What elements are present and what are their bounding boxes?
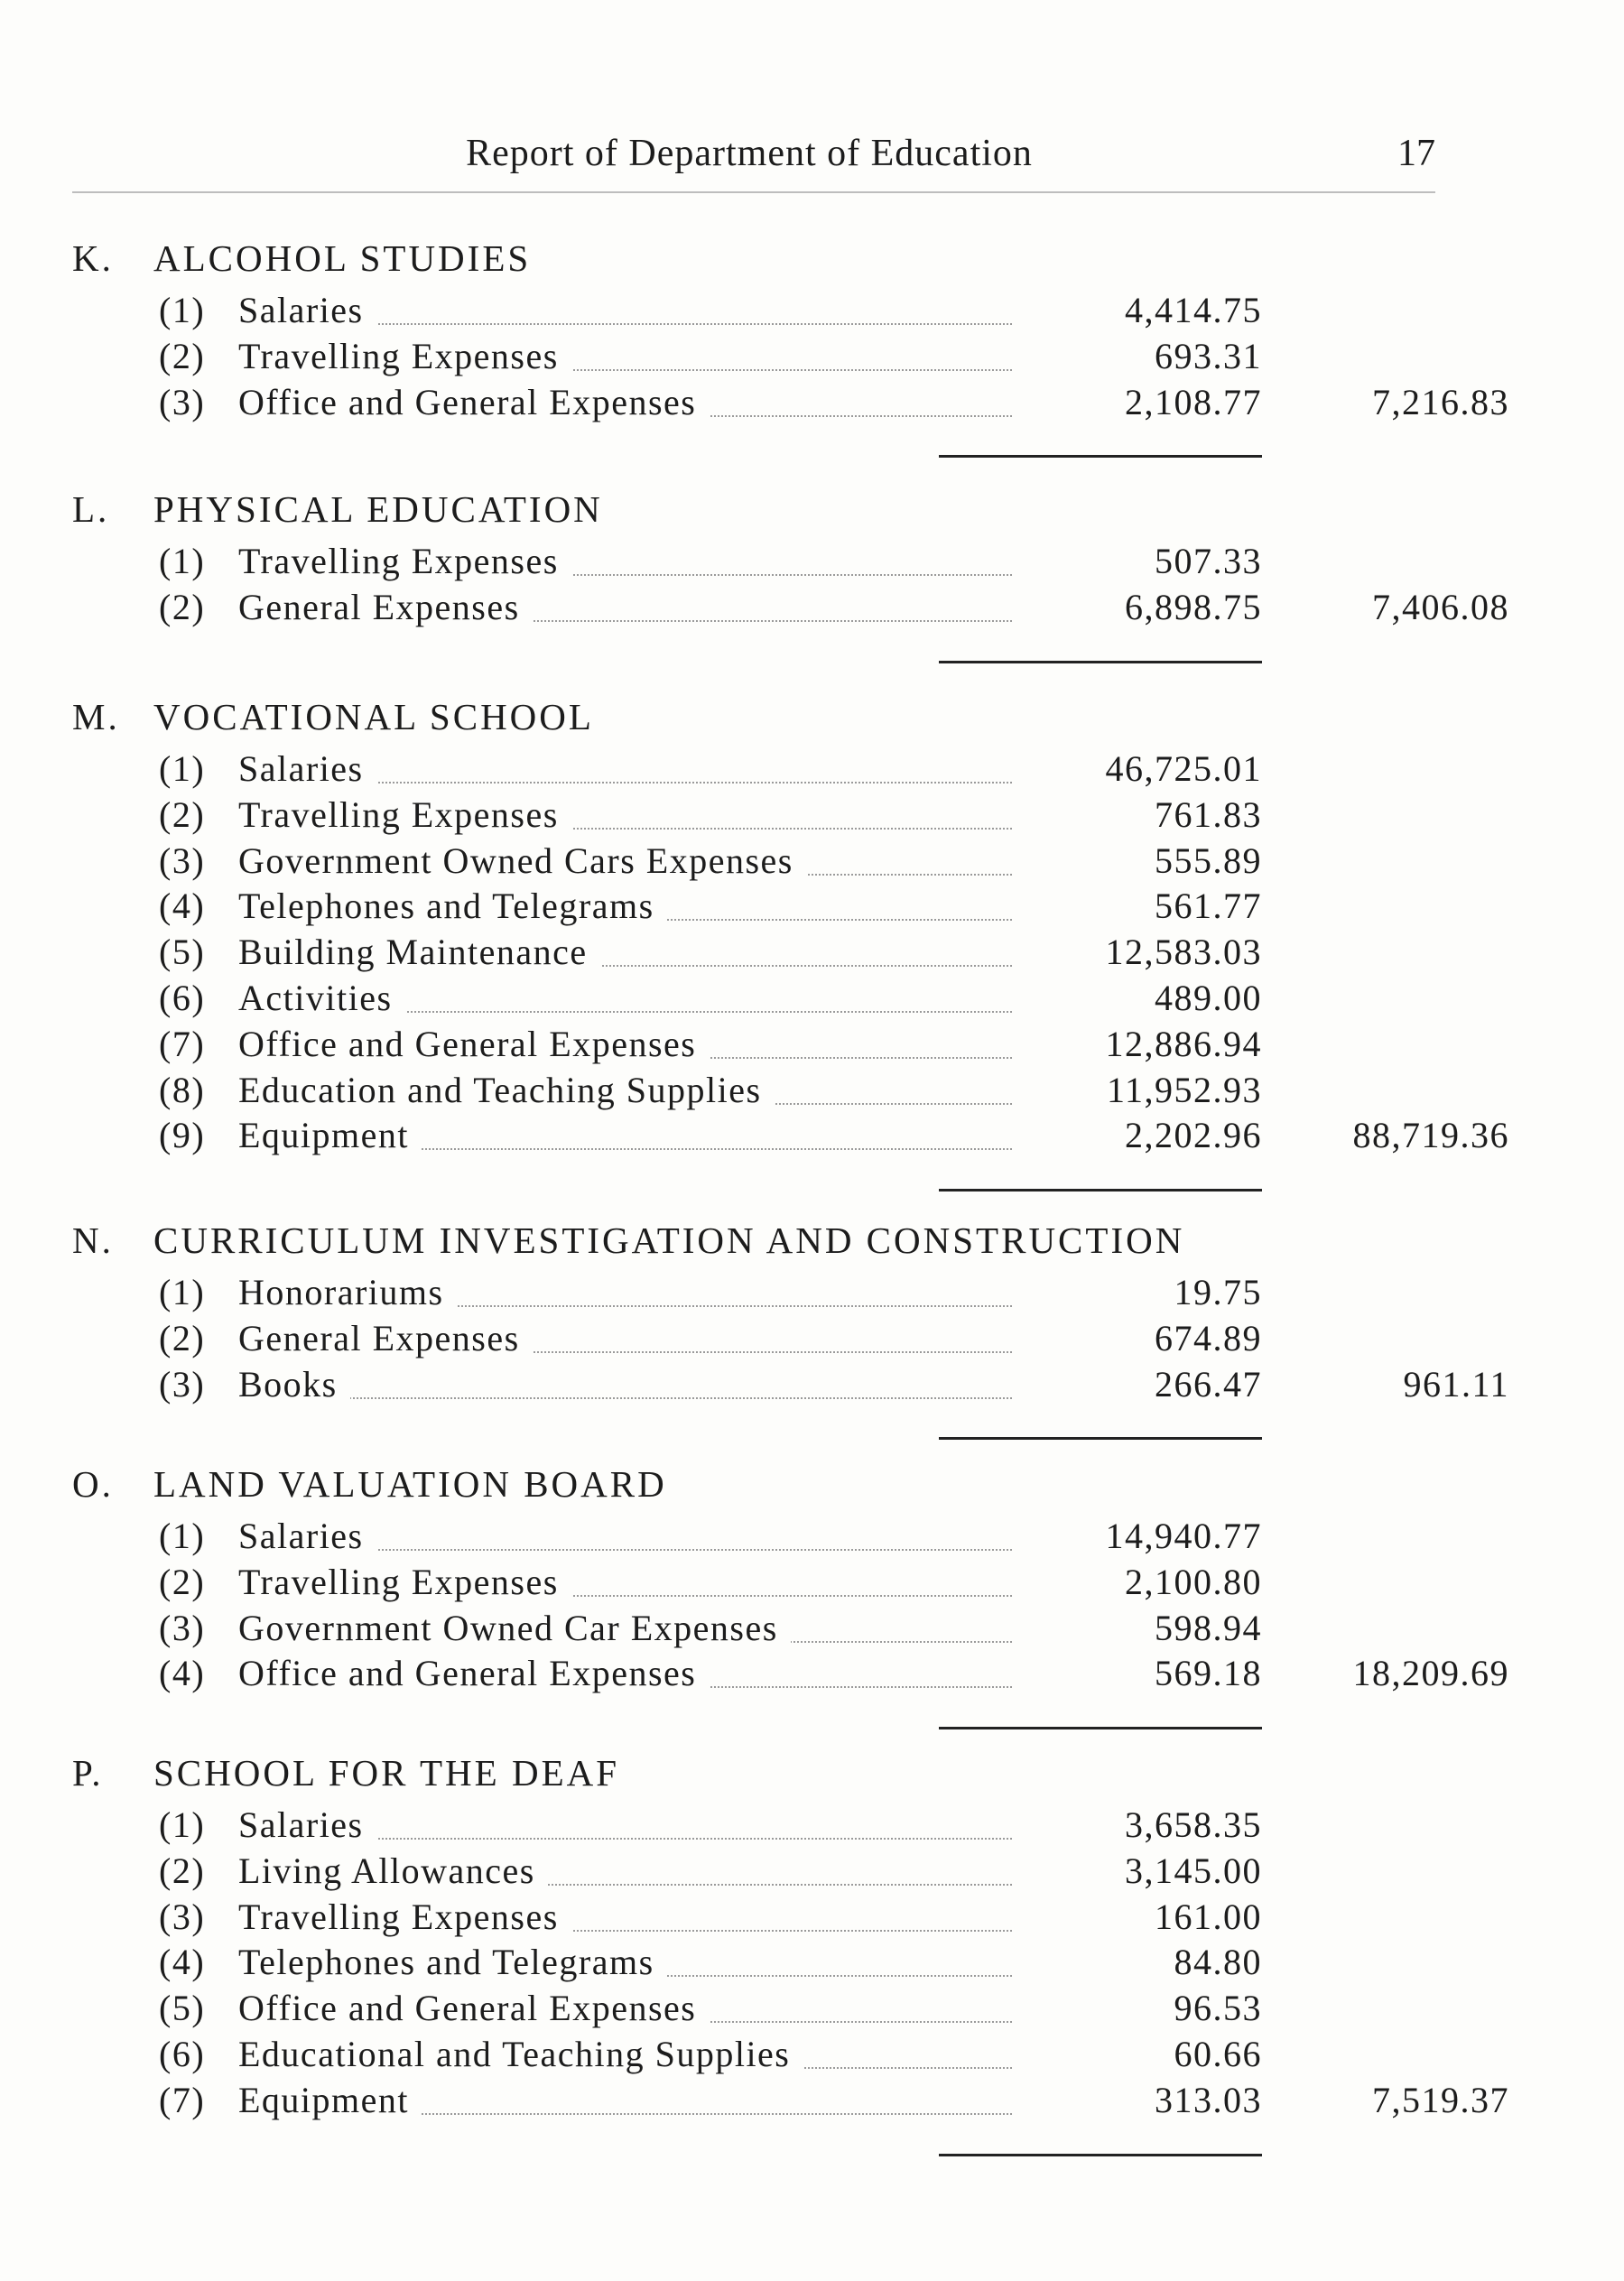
item-number: (2): [159, 1850, 206, 1891]
item-label-cell: [238, 289, 1019, 334]
item-number: (7): [159, 2079, 206, 2120]
item-number: (9): [159, 1115, 206, 1156]
section-name: PHYSICAL EDUCATION: [153, 488, 603, 530]
item-label: Government Owned Car Expenses: [238, 1608, 791, 1648]
line-item: [72, 977, 1444, 1022]
item-amount: 84.80: [1174, 1942, 1262, 1983]
subtotal-rule: [939, 1727, 1262, 1729]
item-number: (3): [159, 1607, 206, 1648]
subtotal-rule: [939, 661, 1262, 663]
section-total: 961.11: [1403, 1363, 1509, 1405]
item-label-cell: [238, 1023, 1019, 1068]
line-item: [72, 586, 1509, 631]
item-number: (5): [159, 1988, 206, 2029]
item-amount: 489.00: [1155, 978, 1262, 1018]
item-amount: 561.77: [1155, 886, 1262, 927]
subtotal-rule: [939, 1437, 1262, 1440]
item-number: (1): [159, 541, 206, 581]
item-label-cell: [238, 2079, 1019, 2124]
item-number: (2): [159, 1561, 206, 1602]
item-label-cell: [238, 1317, 1019, 1362]
section-letter: M.: [72, 696, 120, 737]
item-label: Building Maintenance: [238, 932, 600, 972]
line-item: [72, 1363, 1509, 1408]
item-label-cell: [238, 1652, 1019, 1697]
section-letter: O.: [72, 1463, 114, 1505]
section-total: 7,216.83: [1372, 381, 1509, 422]
item-amount: 761.83: [1155, 793, 1262, 835]
line-item: [72, 793, 1444, 839]
item-label: Travelling Expenses: [238, 794, 571, 835]
item-label: Living Allowances: [238, 1850, 548, 1891]
item-number: (2): [159, 1317, 206, 1358]
line-item: [72, 1515, 1444, 1560]
page-number: 17: [1397, 133, 1435, 174]
item-number: (6): [159, 2034, 206, 2074]
line-item: [72, 335, 1444, 380]
item-label-cell: [238, 540, 1019, 585]
section-name: LAND VALUATION BOARD: [153, 1463, 667, 1505]
line-item: [72, 931, 1444, 976]
item-label: Telephones and Telegrams: [238, 1942, 667, 1982]
item-number: (3): [159, 1896, 206, 1937]
item-amount: 266.47: [1155, 1363, 1262, 1405]
item-number: (8): [159, 1069, 206, 1110]
item-label-cell: [238, 335, 1019, 380]
item-label-cell: [238, 747, 1019, 793]
item-number: (6): [159, 978, 206, 1018]
item-label: Salaries: [238, 1804, 376, 1845]
item-number: (4): [159, 1942, 206, 1983]
line-item: [72, 839, 1444, 885]
item-number: (1): [159, 1516, 206, 1556]
item-label-cell: [238, 586, 1019, 631]
item-label-cell: [238, 977, 1019, 1022]
line-item: [72, 1803, 1444, 1849]
item-amount: 4,414.75: [1125, 290, 1262, 330]
item-amount: 2,108.77: [1125, 381, 1262, 422]
item-amount: 19.75: [1174, 1272, 1262, 1312]
item-label-cell: [238, 1850, 1019, 1895]
item-amount: 14,940.77: [1105, 1516, 1262, 1556]
line-item: [72, 1271, 1444, 1316]
section-letter: L.: [72, 488, 110, 530]
item-number: (2): [159, 335, 206, 376]
item-amount: 3,658.35: [1125, 1804, 1262, 1845]
item-number: (5): [159, 932, 206, 973]
line-item: [72, 289, 1444, 334]
item-number: (3): [159, 839, 206, 881]
item-amount: 693.31: [1155, 335, 1262, 376]
subtotal-rule: [939, 2154, 1262, 2156]
line-item: [72, 1896, 1444, 1941]
item-amount: 12,886.94: [1105, 1023, 1262, 1064]
section-total: 18,209.69: [1352, 1653, 1509, 1694]
line-item: [72, 747, 1444, 793]
item-label: Office and General Expenses: [238, 1653, 709, 1693]
item-label: Travelling Expenses: [238, 336, 571, 376]
item-label: Government Owned Cars Expenses: [238, 840, 806, 881]
item-label: Honorariums: [238, 1272, 457, 1312]
item-label: Equipment: [238, 2080, 422, 2120]
item-number: (4): [159, 886, 206, 927]
item-label: Educational and Teaching Supplies: [238, 2034, 803, 2074]
line-item: [72, 1941, 1444, 1986]
item-label-cell: [238, 1271, 1019, 1316]
line-item: [72, 1114, 1509, 1159]
line-item: [72, 1850, 1444, 1895]
item-label-cell: [238, 1069, 1019, 1114]
line-item: [72, 540, 1444, 585]
subtotal-rule: [939, 1189, 1262, 1191]
item-number: (1): [159, 1272, 206, 1312]
item-label-cell: [238, 885, 1019, 930]
item-label: Travelling Expenses: [238, 1562, 571, 1602]
item-label-cell: [238, 1607, 1019, 1652]
item-amount: 161.00: [1155, 1896, 1262, 1937]
section-name: ALCOHOL STUDIES: [153, 237, 532, 279]
item-label: Activities: [238, 978, 405, 1018]
item-amount: 2,100.80: [1125, 1561, 1262, 1602]
line-item: [72, 1069, 1444, 1114]
page-title: Report of Department of Education: [466, 133, 1033, 174]
item-number: (1): [159, 290, 206, 330]
item-label: Office and General Expenses: [238, 1024, 709, 1064]
item-label: General Expenses: [238, 587, 533, 627]
item-amount: 555.89: [1155, 839, 1262, 881]
line-item: [72, 2079, 1509, 2124]
section-name: SCHOOL FOR THE DEAF: [153, 1752, 620, 1794]
dot-leader: [238, 1397, 1012, 1399]
item-label: Travelling Expenses: [238, 541, 571, 581]
item-amount: 6,898.75: [1125, 586, 1262, 627]
item-label-cell: [238, 1114, 1019, 1159]
item-label-cell: [238, 839, 1019, 885]
item-number: (2): [159, 586, 206, 627]
item-amount: 569.18: [1155, 1653, 1262, 1694]
item-label: General Expenses: [238, 1318, 533, 1358]
section-name: VOCATIONAL SCHOOL: [153, 696, 594, 737]
item-amount: 46,725.01: [1105, 748, 1262, 789]
item-amount: 313.03: [1155, 2079, 1262, 2120]
item-number: (1): [159, 1804, 206, 1845]
item-label: Office and General Expenses: [238, 1988, 709, 2028]
item-label: Books: [238, 1364, 350, 1405]
item-number: (1): [159, 748, 206, 789]
item-label-cell: [238, 381, 1019, 426]
item-amount: 2,202.96: [1125, 1115, 1262, 1156]
line-item: [72, 1561, 1444, 1606]
item-label-cell: [238, 1803, 1019, 1849]
section-name: CURRICULUM INVESTIGATION AND CONSTRUCTION: [153, 1219, 1185, 1261]
section-letter: N.: [72, 1219, 114, 1261]
item-amount: 11,952.93: [1106, 1069, 1262, 1110]
item-label-cell: [238, 1987, 1019, 2032]
section-letter: K.: [72, 237, 114, 279]
item-label-cell: [238, 2033, 1019, 2078]
section-letter: P.: [72, 1752, 104, 1794]
item-label: Salaries: [238, 1516, 376, 1556]
item-number: (3): [159, 1363, 206, 1405]
item-number: (7): [159, 1023, 206, 1064]
section-total: 7,406.08: [1372, 586, 1509, 627]
section-total: 7,519.37: [1372, 2079, 1509, 2120]
item-label: Telephones and Telegrams: [238, 886, 667, 926]
item-label-cell: [238, 1896, 1019, 1941]
page-header: [72, 126, 1435, 193]
line-item: [72, 1607, 1444, 1652]
line-item: [72, 2033, 1444, 2078]
item-amount: 96.53: [1174, 1988, 1262, 2029]
item-amount: 60.66: [1174, 2034, 1262, 2074]
item-label: Equipment: [238, 1115, 422, 1155]
item-label-cell: [238, 1941, 1019, 1986]
item-label: Salaries: [238, 290, 376, 330]
item-label-cell: [238, 931, 1019, 976]
item-label: Education and Teaching Supplies: [238, 1070, 775, 1110]
item-label: Office and General Expenses: [238, 382, 709, 422]
item-amount: 12,583.03: [1105, 932, 1262, 973]
section-total: 88,719.36: [1352, 1115, 1509, 1156]
item-label-cell: [238, 793, 1019, 839]
item-number: (4): [159, 1653, 206, 1694]
line-item: [72, 1317, 1444, 1362]
item-label-cell: [238, 1363, 1019, 1408]
item-label: Salaries: [238, 748, 376, 789]
subtotal-rule: [939, 455, 1262, 458]
item-amount: 507.33: [1155, 541, 1262, 581]
item-amount: 598.94: [1155, 1607, 1262, 1648]
item-label: Travelling Expenses: [238, 1896, 571, 1937]
line-item: [72, 1652, 1509, 1697]
item-amount: 674.89: [1155, 1317, 1262, 1358]
item-label-cell: [238, 1561, 1019, 1606]
line-item: [72, 1023, 1444, 1068]
item-number: (3): [159, 381, 206, 422]
line-item: [72, 885, 1444, 930]
item-amount: 3,145.00: [1125, 1850, 1262, 1891]
line-item: [72, 1987, 1444, 2032]
item-number: (2): [159, 793, 206, 835]
item-label-cell: [238, 1515, 1019, 1560]
line-item: [72, 381, 1509, 426]
